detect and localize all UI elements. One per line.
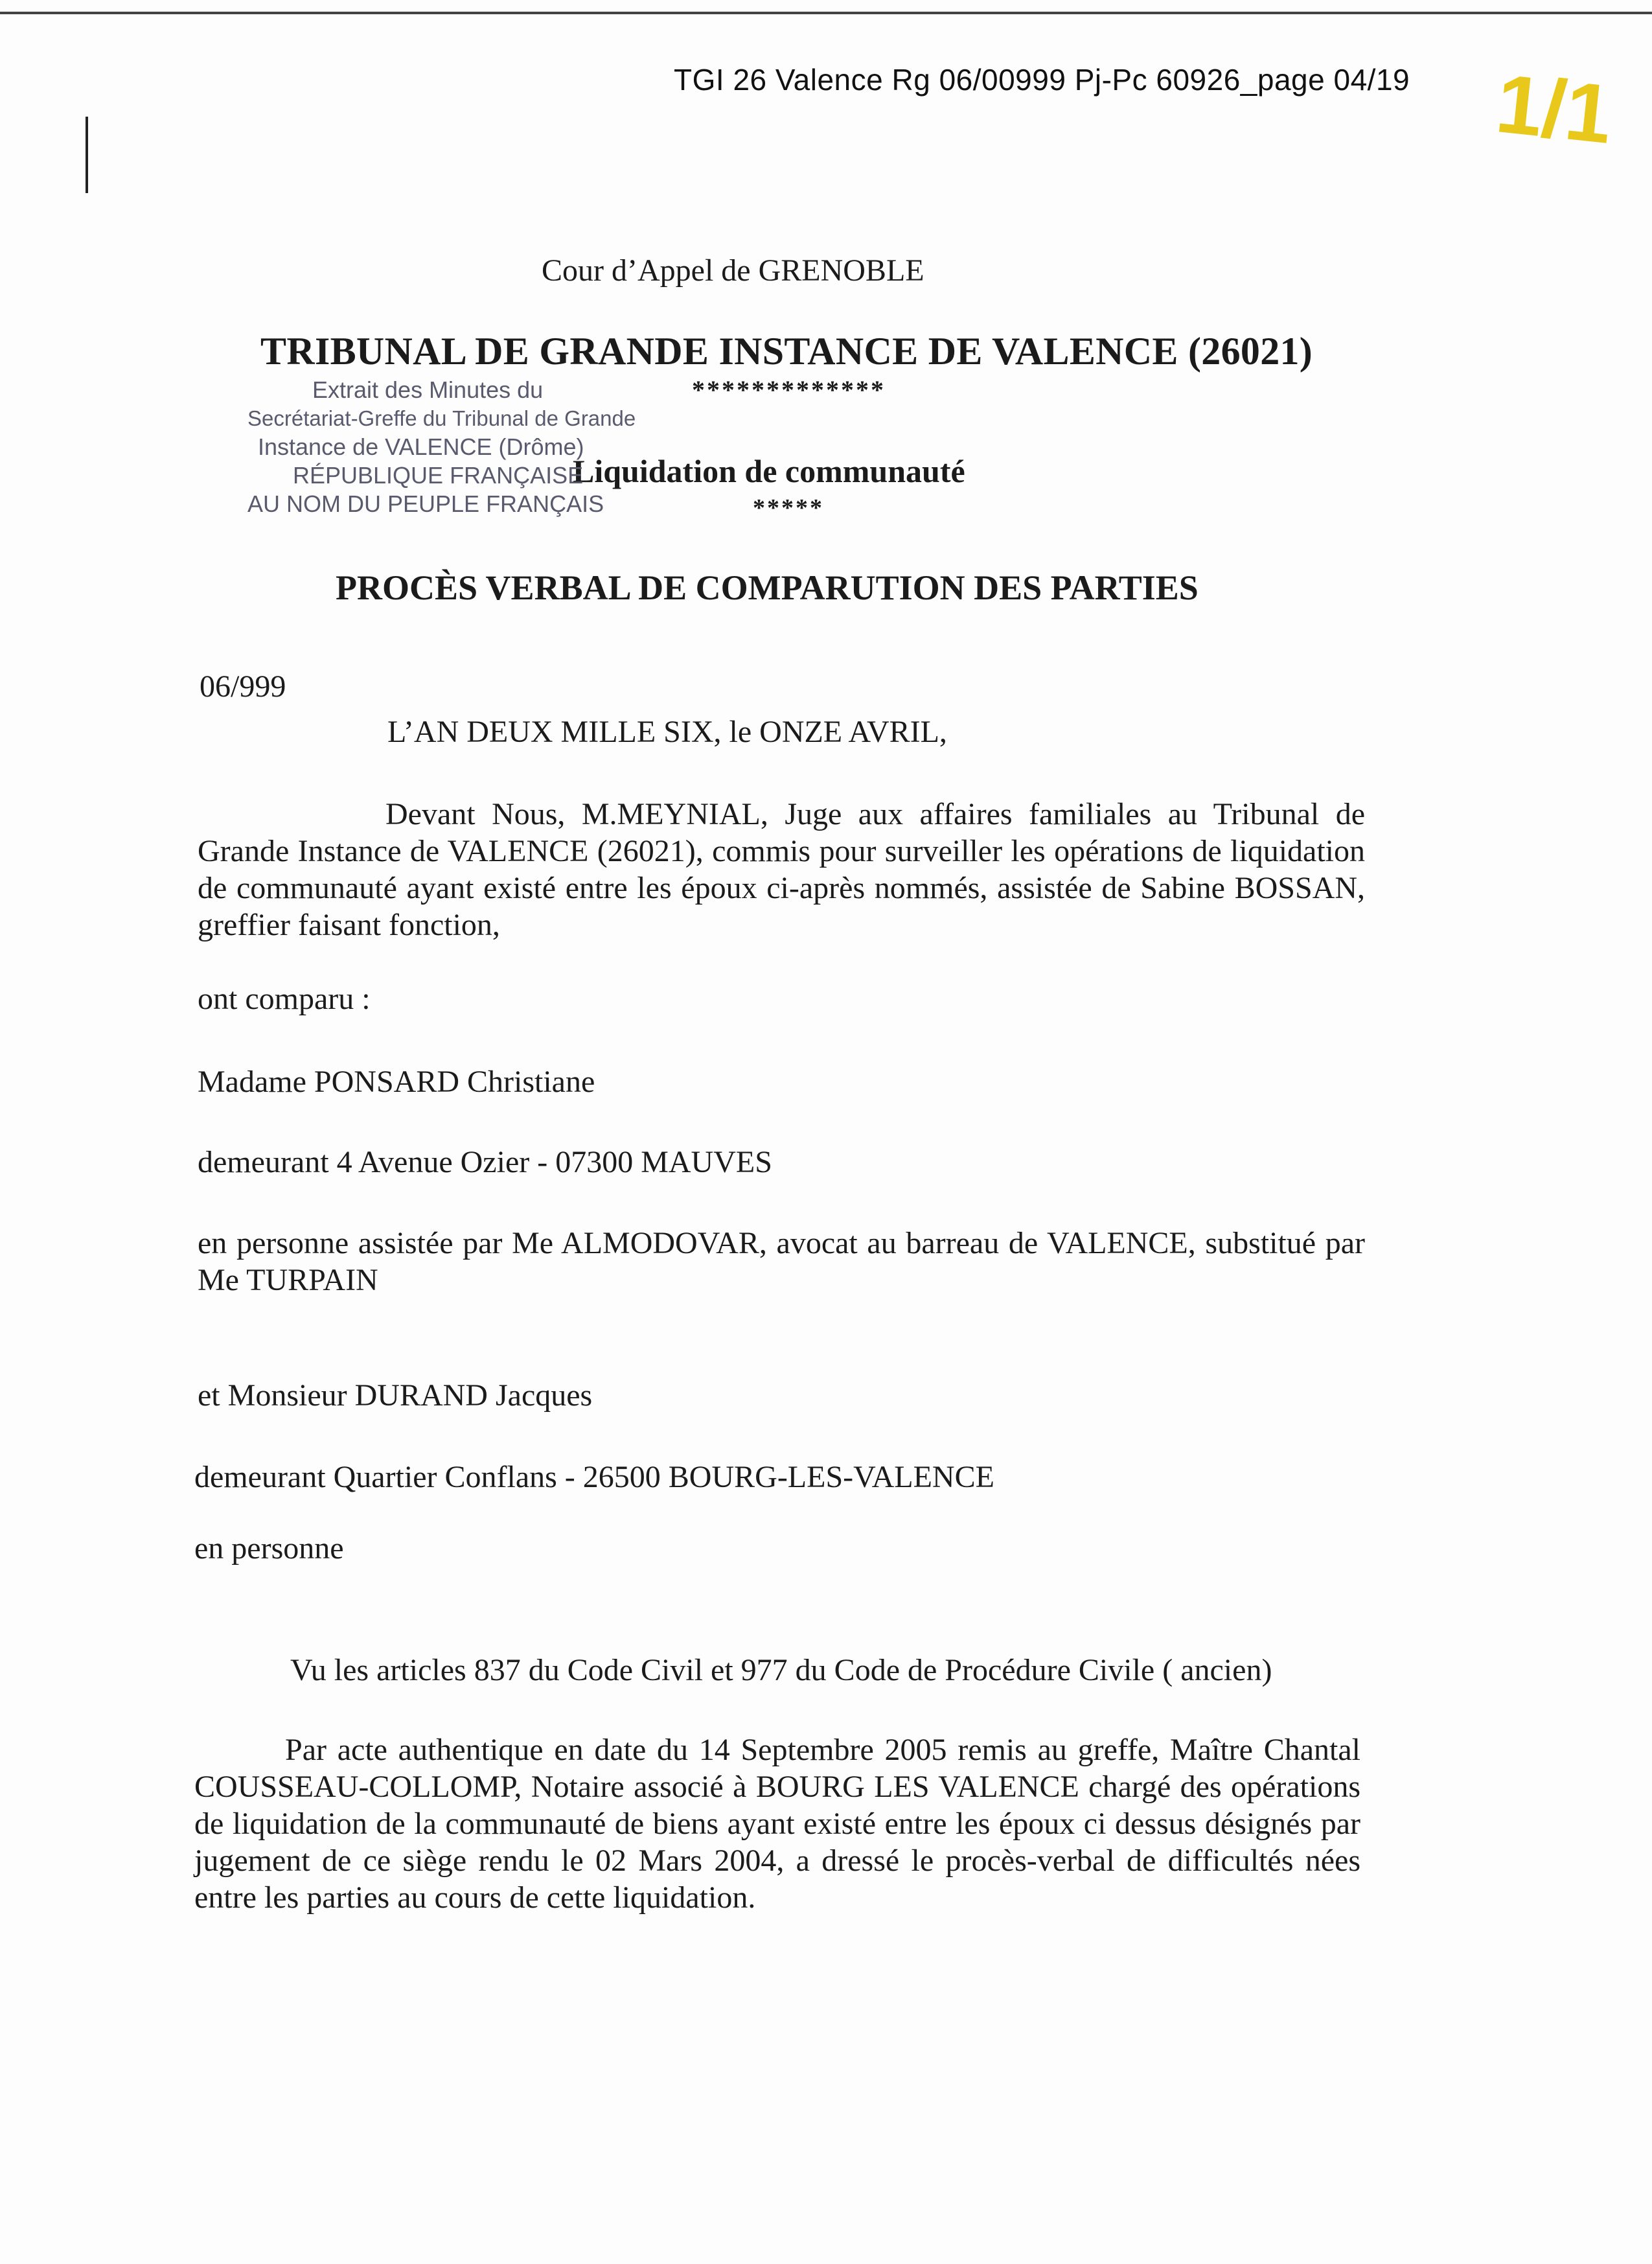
paragraph-devant: Devant Nous, M.MEYNIAL, Juge aux affaires familiales au Tribunal de Grande Instance de VALENCE (26021), commis pour surveiller les opérations de liquidation de communauté ayant existé entre les époux ci-après nommés, assistée de Sabine BOSSAN, greffier faisant fonction, [198, 797, 1365, 942]
court-name: Cour d’Appel de GRENOBLE [542, 253, 924, 288]
separator-stars: ************* [692, 375, 886, 404]
party-2-presence: en personne [194, 1531, 344, 1565]
handwritten-page-count: 1/1 [1492, 57, 1616, 161]
paragraph-par-acte: Par acte authentique en date du 14 Septembre 2005 remis au greffe, Maître Chantal COUSSEAU-COLLOMP, Notaire associé à BOURG LES VALENCE chargé des opérations de liquidation de la communauté de biens ayant existé entre les époux ci dessus désignés par jugement de ce siège rendu le 02 Mars 2004, a dressé le procès-verbal de difficultés nées entre les parties au cours de cette liquidation. [194, 1733, 1360, 1915]
greffe-stamp [247, 376, 636, 518]
document-subject: Liquidation de communauté [573, 453, 965, 489]
stamp-line: RÉPUBLIQUE FRANÇAISE [293, 462, 584, 489]
party-1-address: demeurant 4 Avenue Ozier - 07300 MAUVES [198, 1145, 772, 1179]
separator-stars: ***** [753, 494, 824, 522]
stamp-line: Instance de VALENCE (Drôme) [258, 433, 584, 460]
party-1-counsel: en personne assistée par Me ALMODOVAR, avocat au barreau de VALENCE, substitué par Me TURPAIN [198, 1226, 1365, 1297]
stamp-line: Secrétariat-Greffe du Tribunal de Grande [247, 406, 636, 430]
margin-mark [86, 117, 88, 193]
party-2-address: demeurant Quartier Conflans - 26500 BOURG-LES-VALENCE [194, 1460, 994, 1494]
top-border-line [0, 12, 1652, 14]
stamp-line: Extrait des Minutes du [312, 376, 544, 403]
paragraph-ont-comparu: ont comparu : [198, 982, 371, 1016]
paragraph-vu: Vu les articles 837 du Code Civil et 977 du Code de Procédure Civile ( ancien) [290, 1653, 1272, 1687]
date-line: L’AN DEUX MILLE SIX, le ONZE AVRIL, [387, 715, 947, 749]
document-reference: TGI 26 Valence Rg 06/00999 Pj-Pc 60926_page 04/19 [674, 63, 1410, 97]
document-title: PROCÈS VERBAL DE COMPARUTION DES PARTIES [336, 568, 1199, 607]
party-1-name: Madame PONSARD Christiane [198, 1065, 595, 1099]
party-2-name: et Monsieur DURAND Jacques [198, 1378, 593, 1413]
tribunal-title: TRIBUNAL DE GRANDE INSTANCE DE VALENCE (26021) [260, 330, 1313, 373]
case-number: 06/999 [200, 669, 286, 704]
stamp-line: AU NOM DU PEUPLE FRANÇAIS [247, 491, 604, 517]
